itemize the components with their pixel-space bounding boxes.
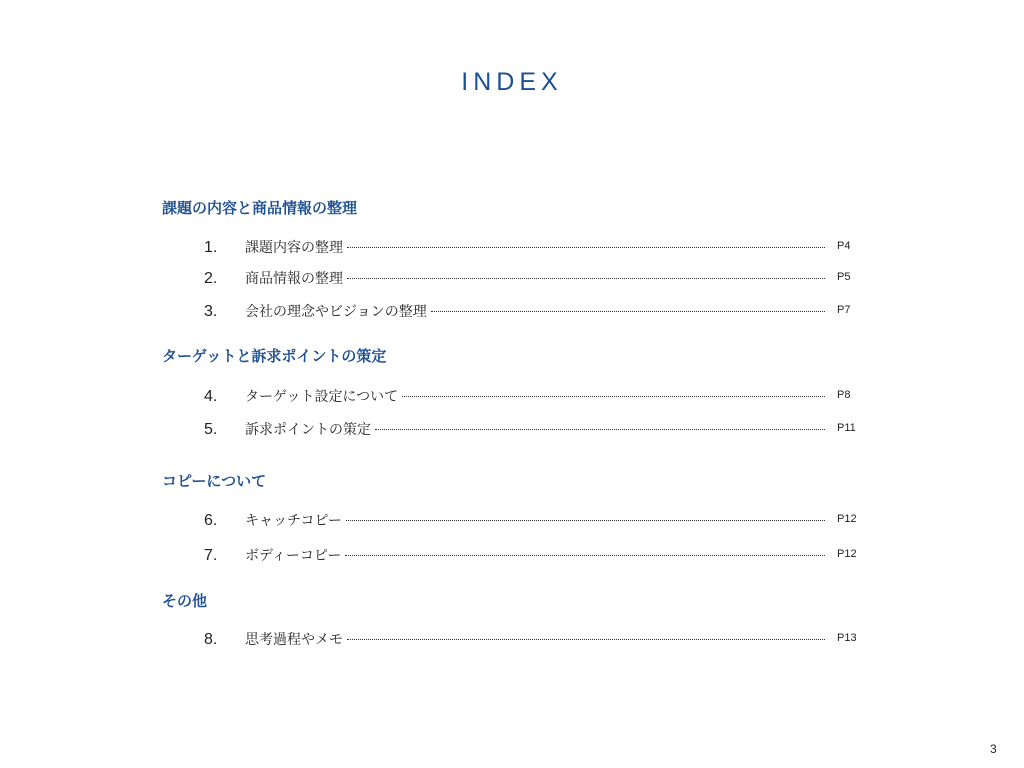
toc-entry-page: P5	[837, 271, 851, 283]
toc-entry-number: 2.	[204, 270, 218, 287]
toc-entry-label: 訴求ポイントの策定	[245, 422, 371, 438]
toc-entry-page: P8	[837, 389, 851, 401]
toc-entry[interactable]	[200, 510, 860, 536]
page-number: 3	[990, 742, 997, 756]
toc-entry-label: 課題内容の整理	[245, 240, 343, 256]
toc-entry[interactable]	[200, 545, 860, 571]
section-heading: ターゲットと訴求ポイントの策定	[162, 347, 387, 365]
toc-entry[interactable]	[200, 386, 860, 412]
dot-leader	[402, 396, 825, 397]
toc-entry-page: P11	[837, 422, 856, 434]
toc-entry-page: P13	[837, 632, 857, 644]
dot-leader	[347, 278, 825, 279]
toc-entry[interactable]	[200, 419, 860, 445]
dot-leader	[375, 429, 825, 430]
toc-entry-label: 会社の理念やビジョンの整理	[245, 304, 427, 320]
dot-leader	[345, 555, 825, 556]
toc-entry-number: 8.	[204, 631, 218, 648]
dot-leader	[347, 639, 825, 640]
toc-entry[interactable]	[200, 268, 860, 294]
toc-entry-page: P4	[837, 240, 851, 252]
toc-entry[interactable]	[200, 629, 860, 655]
toc-entry-number: 7.	[204, 547, 218, 564]
toc-entry-page: P12	[837, 548, 857, 560]
toc-entry-number: 3.	[204, 303, 218, 320]
toc-entry[interactable]	[200, 237, 860, 263]
toc-entry-number: 1.	[204, 239, 218, 256]
page-title: INDEX	[461, 68, 563, 96]
section-heading: コピーについて	[162, 472, 267, 490]
toc-entry[interactable]	[200, 301, 860, 327]
section-heading: その他	[162, 592, 208, 610]
dot-leader	[347, 247, 825, 248]
dot-leader	[346, 520, 825, 521]
toc-entry-number: 6.	[204, 512, 218, 529]
toc-entry-label: ターゲット設定について	[245, 389, 399, 405]
toc-entry-page: P7	[837, 304, 851, 316]
toc-entry-label: ボディーコピー	[245, 548, 342, 564]
toc-entry-label: 思考過程やメモ	[245, 632, 343, 648]
toc-entry-label: キャッチコピー	[245, 513, 342, 529]
toc-entry-label: 商品情報の整理	[245, 271, 343, 287]
section-heading: 課題の内容と商品情報の整理	[162, 199, 358, 217]
dot-leader	[431, 311, 825, 312]
toc-entry-number: 5.	[204, 421, 218, 438]
toc-entry-page: P12	[837, 513, 857, 525]
toc-entry-number: 4.	[204, 388, 218, 405]
